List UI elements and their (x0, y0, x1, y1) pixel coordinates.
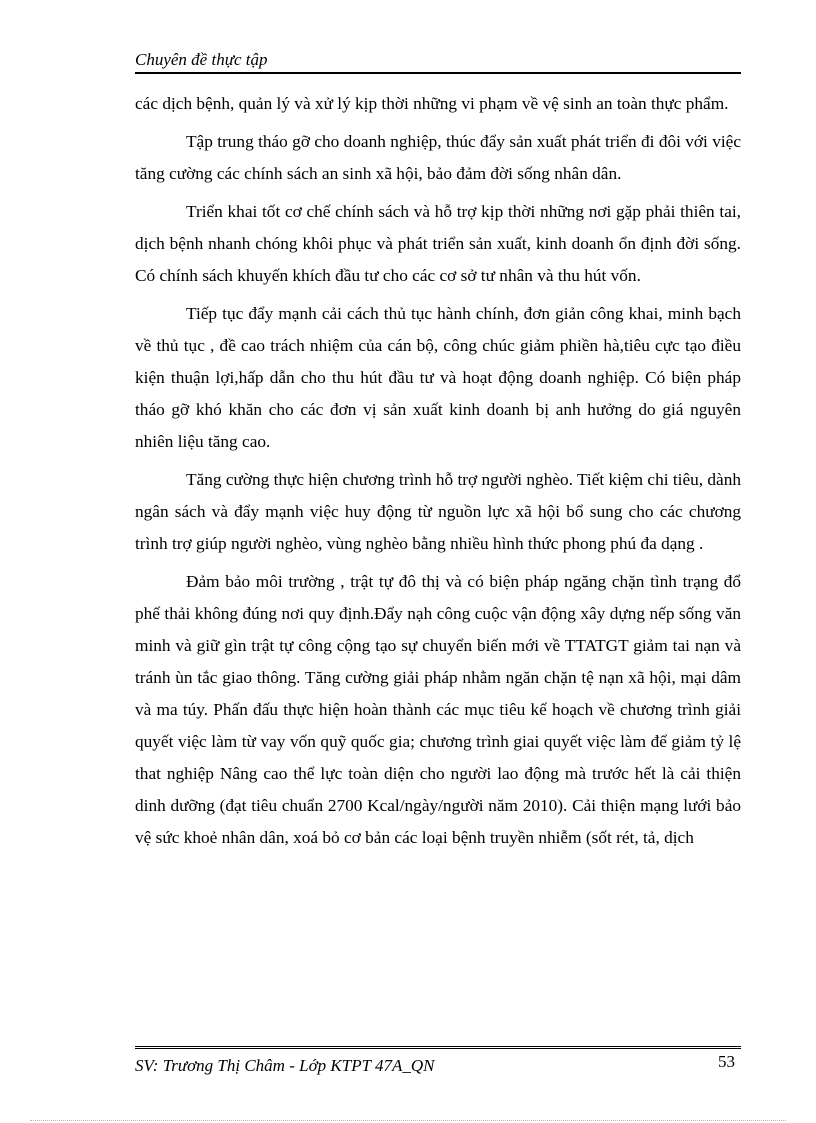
page-header (135, 48, 741, 74)
page-edge-divider (30, 1120, 786, 1121)
page-body (135, 88, 741, 860)
paragraph: Tiếp tục đẩy mạnh cải cách thủ tục hành chính, đơn giản công khai, minh bạch về thủ tục , đề cao trách nhiệm của cán bộ, công chúc giảm phiền hà,tiêu cực tạo điều kiện thuận lợi,hấp dẫn cho thu hút đầu tư và hoạt động doanh nghiệp. Có biện pháp tháo gỡ khó khăn cho các đơn vị sản xuất kinh doanh bị anh hưởng do giá nguyên nhiên liệu tăng cao. (135, 304, 741, 451)
paragraph: Đảm bảo môi trường , trật tự đô thị và có biện pháp ngăng chặn tình trạng đổ phế thải không đúng nơi quy định.Đẩy nạh công cuộc vận động xây dựng nếp sống văn minh và giữ gìn trật tự công cộng tạo sự chuyển biến mới về TTATGT giảm tai nạn và tránh ùn tắc giao thông. Tăng cường giải pháp nhằm ngăn chặn tệ nạn xã hội, mại dâm và ma túy. Phấn đấu thực hiện hoàn thành các mục tiêu kế hoạch về chương trình giải quyết việc làm từ vay vốn quỹ quốc gia; chương trình giai quyết việc làm để giảm tỷ lệ that nghiệp Nâng cao thể lực toàn diện cho người lao động mà trước hết là cải thiện dinh dưỡng (đạt tiêu chuẩn 2700 Kcal/ngày/người năm 2010). Cải thiện mạng lưới bảo vệ sức khoẻ nhân dân, xoá bỏ cơ bản các loại bệnh truyền nhiễm (sốt rét, tả, dịch (135, 572, 741, 847)
paragraph: các dịch bệnh, quản lý và xử lý kịp thời những vi phạm về vệ sinh an toàn thực phẩm. (135, 94, 729, 113)
page-number: 53 (718, 1052, 735, 1071)
page-footer (135, 1046, 741, 1076)
footer-divider (135, 1046, 741, 1049)
header-title: Chuyên đề thực tập (135, 50, 268, 69)
paragraph: Tăng cường thực hiện chương trình hỗ trợ người nghèo. Tiết kiệm chi tiêu, dành ngân sách và đẩy mạnh việc huy động từ nguồn lực xã hội bổ sung cho các chương trình trợ giúp người nghèo, vùng nghèo bằng nhiều hình thức phong phú đa dạng . (135, 470, 741, 553)
paragraph: Triển khai tốt cơ chế chính sách và hỗ trợ kịp thời những nơi gặp phải thiên tai, dịch bệnh nhanh chóng khôi phục và phát triển sản xuất, kinh doanh ổn định đời sống. Có chính sách khuyến khích đầu tư cho các cơ sở tư nhân và thu hút vốn. (135, 202, 741, 285)
footer-author: SV: Trương Thị Châm - Lớp KTPT 47A_QN (135, 1056, 435, 1075)
paragraph: Tập trung tháo gỡ cho doanh nghiệp, thúc đẩy sản xuất phát triển đi đôi với việc tăng cường các chính sách an sinh xã hội, bảo đảm đời sống nhân dân. (135, 132, 741, 183)
